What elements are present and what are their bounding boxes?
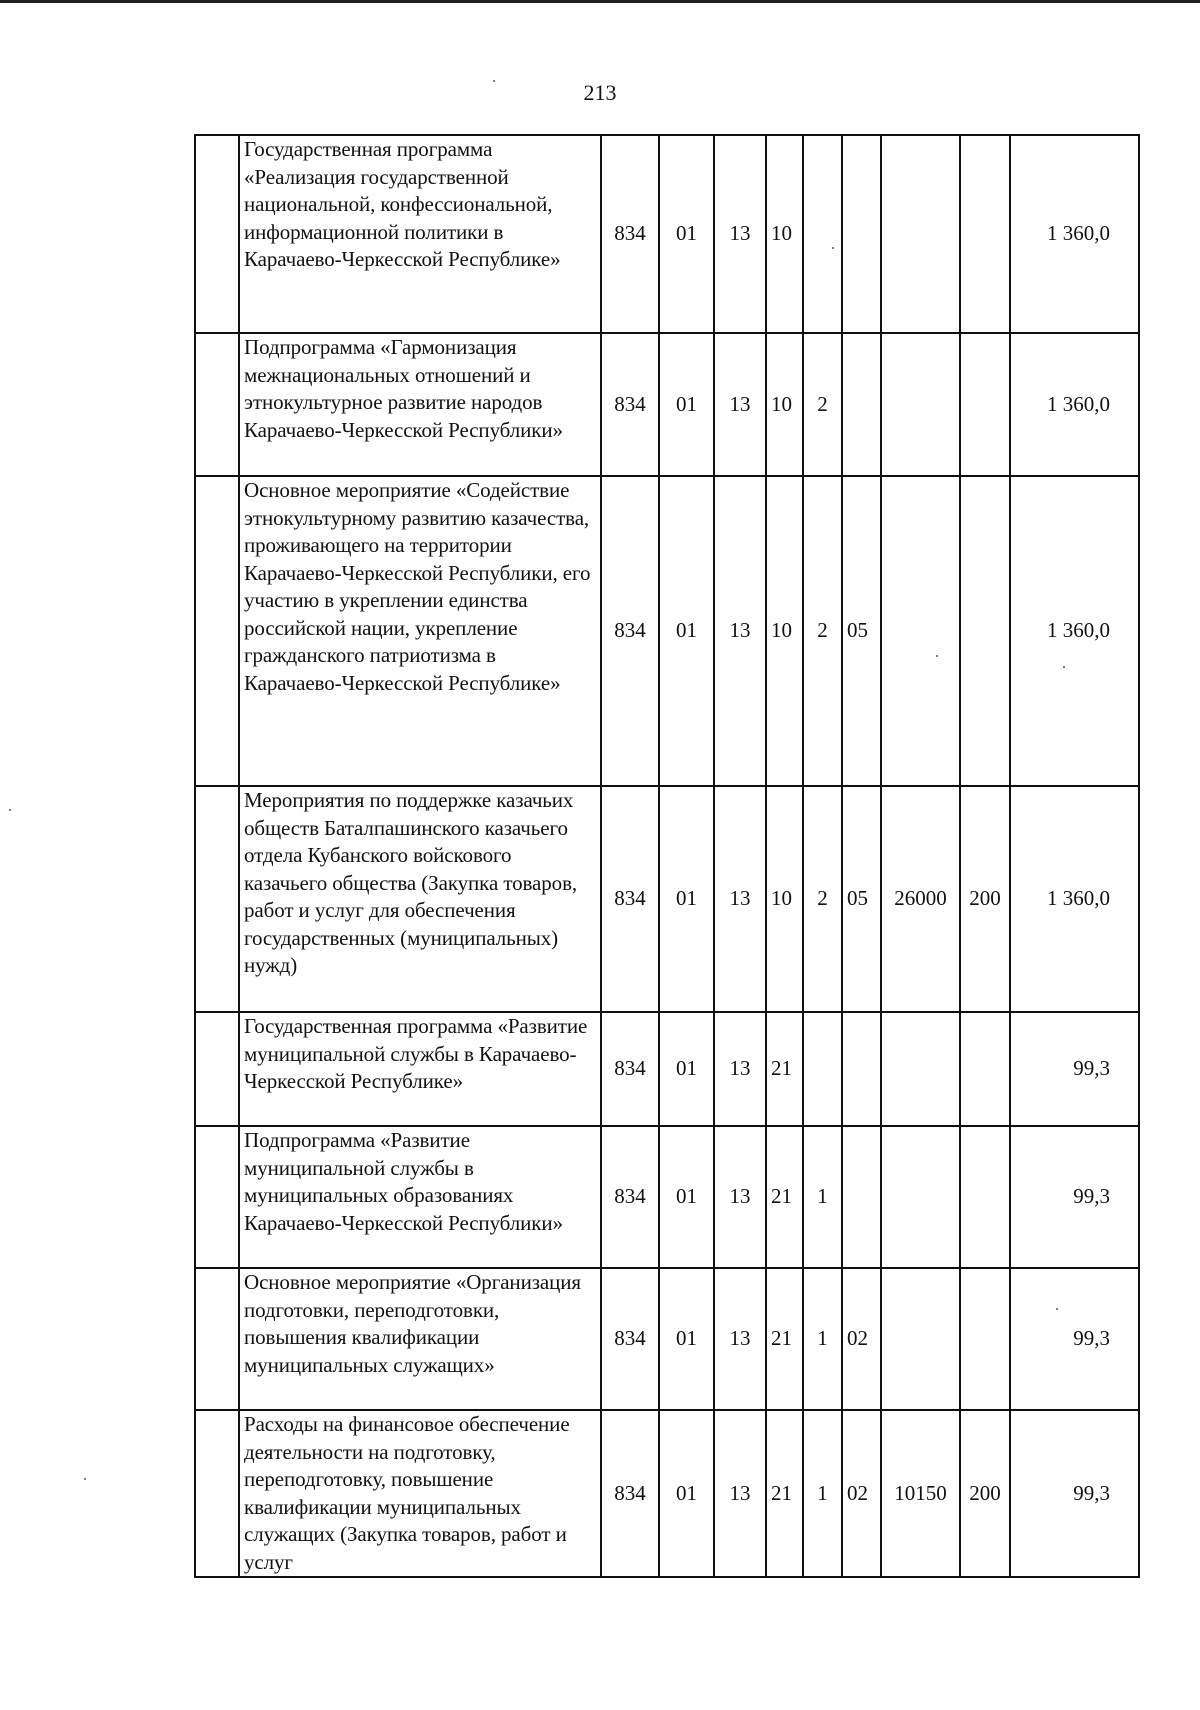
amount: 1 360,0 bbox=[1010, 135, 1139, 333]
subsection-code: 13 bbox=[714, 333, 766, 476]
blank-cell bbox=[195, 476, 239, 786]
section-code: 01 bbox=[659, 786, 714, 1012]
program-code: 10 bbox=[766, 135, 803, 333]
ministry-code: 834 bbox=[601, 135, 659, 333]
event-code bbox=[842, 1012, 881, 1126]
expense-type-code bbox=[960, 135, 1010, 333]
direction-code: 26000 bbox=[881, 786, 960, 1012]
direction-code bbox=[881, 333, 960, 476]
amount: 99,3 bbox=[1010, 1126, 1139, 1268]
table-row bbox=[195, 333, 1139, 476]
item-name: Расходы на финансовое обеспечение деятельности на подготовку, переподготовку, повышение квалификации муниципальных служащих (Закупка товаров, работ и услуг bbox=[239, 1410, 601, 1577]
expense-type-code bbox=[960, 1268, 1010, 1410]
direction-code: 10150 bbox=[881, 1410, 960, 1577]
subprogram-code: 1 bbox=[803, 1410, 842, 1577]
ministry-code: 834 bbox=[601, 1012, 659, 1126]
blank-cell bbox=[195, 1012, 239, 1126]
amount: 1 360,0 bbox=[1010, 786, 1139, 1012]
program-code: 21 bbox=[766, 1012, 803, 1126]
program-code: 10 bbox=[766, 333, 803, 476]
subsection-code: 13 bbox=[714, 1410, 766, 1577]
subsection-code: 13 bbox=[714, 135, 766, 333]
subsection-code: 13 bbox=[714, 476, 766, 786]
page-number: 213 bbox=[583, 80, 617, 105]
item-name: Государственная программа «Развитие муниципальной службы в Карачаево-Черкесской Республике» bbox=[239, 1012, 601, 1126]
table-row bbox=[195, 1012, 1139, 1126]
item-name: Подпрограмма «Развитие муниципальной службы в муниципальных образованиях Карачаево-Черкесской Республики» bbox=[239, 1126, 601, 1268]
event-code: 02 bbox=[842, 1268, 881, 1410]
section-code: 01 bbox=[659, 476, 714, 786]
program-code: 10 bbox=[766, 476, 803, 786]
scan-speck bbox=[9, 809, 11, 811]
scan-speck bbox=[493, 80, 495, 82]
amount: 99,3 bbox=[1010, 1268, 1139, 1410]
subsection-code: 13 bbox=[714, 1126, 766, 1268]
event-code bbox=[842, 135, 881, 333]
amount: 99,3 bbox=[1010, 1012, 1139, 1126]
section-code: 01 bbox=[659, 1012, 714, 1126]
amount: 99,3 bbox=[1010, 1410, 1139, 1577]
ministry-code: 834 bbox=[601, 333, 659, 476]
expense-type-code bbox=[960, 333, 1010, 476]
table-row bbox=[195, 135, 1139, 333]
blank-cell bbox=[195, 1268, 239, 1410]
amount: 1 360,0 bbox=[1010, 333, 1139, 476]
table-row bbox=[195, 786, 1139, 1012]
budget-expenditure-table bbox=[194, 134, 1140, 1578]
blank-cell bbox=[195, 1126, 239, 1268]
section-code: 01 bbox=[659, 1410, 714, 1577]
program-code: 21 bbox=[766, 1126, 803, 1268]
expense-type-code bbox=[960, 1012, 1010, 1126]
section-code: 01 bbox=[659, 135, 714, 333]
subprogram-code bbox=[803, 1012, 842, 1126]
expense-type-code bbox=[960, 1126, 1010, 1268]
blank-cell bbox=[195, 786, 239, 1012]
table-row bbox=[195, 1410, 1139, 1577]
item-name: Подпрограмма «Гармонизация межнациональных отношений и этнокультурное развитие народов Карачаево-Черкесской Республики» bbox=[239, 333, 601, 476]
ministry-code: 834 bbox=[601, 1268, 659, 1410]
program-code: 21 bbox=[766, 1410, 803, 1577]
ministry-code: 834 bbox=[601, 1126, 659, 1268]
event-code: 02 bbox=[842, 1410, 881, 1577]
item-name: Основное мероприятие «Организация подготовки, переподготовки, повышения квалификации муниципальных служащих» bbox=[239, 1268, 601, 1410]
subsection-code: 13 bbox=[714, 1268, 766, 1410]
direction-code bbox=[881, 1012, 960, 1126]
ministry-code: 834 bbox=[601, 786, 659, 1012]
subprogram-code: 2 bbox=[803, 786, 842, 1012]
item-name: Государственная программа «Реализация государственной национальной, конфессиональной, информационной политики в Карачаево-Черкесской Республике» bbox=[239, 135, 601, 333]
section-code: 01 bbox=[659, 1126, 714, 1268]
blank-cell bbox=[195, 135, 239, 333]
table-row bbox=[195, 476, 1139, 786]
direction-code bbox=[881, 135, 960, 333]
subprogram-code: 2 bbox=[803, 333, 842, 476]
subprogram-code: 2 bbox=[803, 476, 842, 786]
direction-code bbox=[881, 1126, 960, 1268]
direction-code bbox=[881, 476, 960, 786]
subprogram-code: 1 bbox=[803, 1126, 842, 1268]
event-code: 05 bbox=[842, 476, 881, 786]
subprogram-code bbox=[803, 135, 842, 333]
program-code: 21 bbox=[766, 1268, 803, 1410]
expense-type-code bbox=[960, 476, 1010, 786]
subsection-code: 13 bbox=[714, 786, 766, 1012]
blank-cell bbox=[195, 333, 239, 476]
expense-type-code: 200 bbox=[960, 1410, 1010, 1577]
program-code: 10 bbox=[766, 786, 803, 1012]
expense-type-code: 200 bbox=[960, 786, 1010, 1012]
subprogram-code: 1 bbox=[803, 1268, 842, 1410]
ministry-code: 834 bbox=[601, 1410, 659, 1577]
scan-speck bbox=[84, 1478, 86, 1480]
direction-code bbox=[881, 1268, 960, 1410]
item-name: Основное мероприятие «Содействие этнокультурному развитию казачества, проживающего на территории Карачаево-Черкесской Республики, его участию в укреплении единства российской нации, укрепление гражданского патриотизма в Карачаево-Черкесской Республике» bbox=[239, 476, 601, 786]
table-row bbox=[195, 1126, 1139, 1268]
ministry-code: 834 bbox=[601, 476, 659, 786]
event-code: 05 bbox=[842, 786, 881, 1012]
event-code bbox=[842, 333, 881, 476]
section-code: 01 bbox=[659, 1268, 714, 1410]
event-code bbox=[842, 1126, 881, 1268]
top-border-rule bbox=[0, 0, 1200, 3]
blank-cell bbox=[195, 1410, 239, 1577]
table-row bbox=[195, 1268, 1139, 1410]
amount: 1 360,0 bbox=[1010, 476, 1139, 786]
item-name: Мероприятия по поддержке казачьих обществ Баталпашинского казачьего отдела Кубанского войскового казачьего общества (Закупка товаров, работ и услуг для обеспечения государственных (муниципальных) нужд) bbox=[239, 786, 601, 1012]
section-code: 01 bbox=[659, 333, 714, 476]
subsection-code: 13 bbox=[714, 1012, 766, 1126]
